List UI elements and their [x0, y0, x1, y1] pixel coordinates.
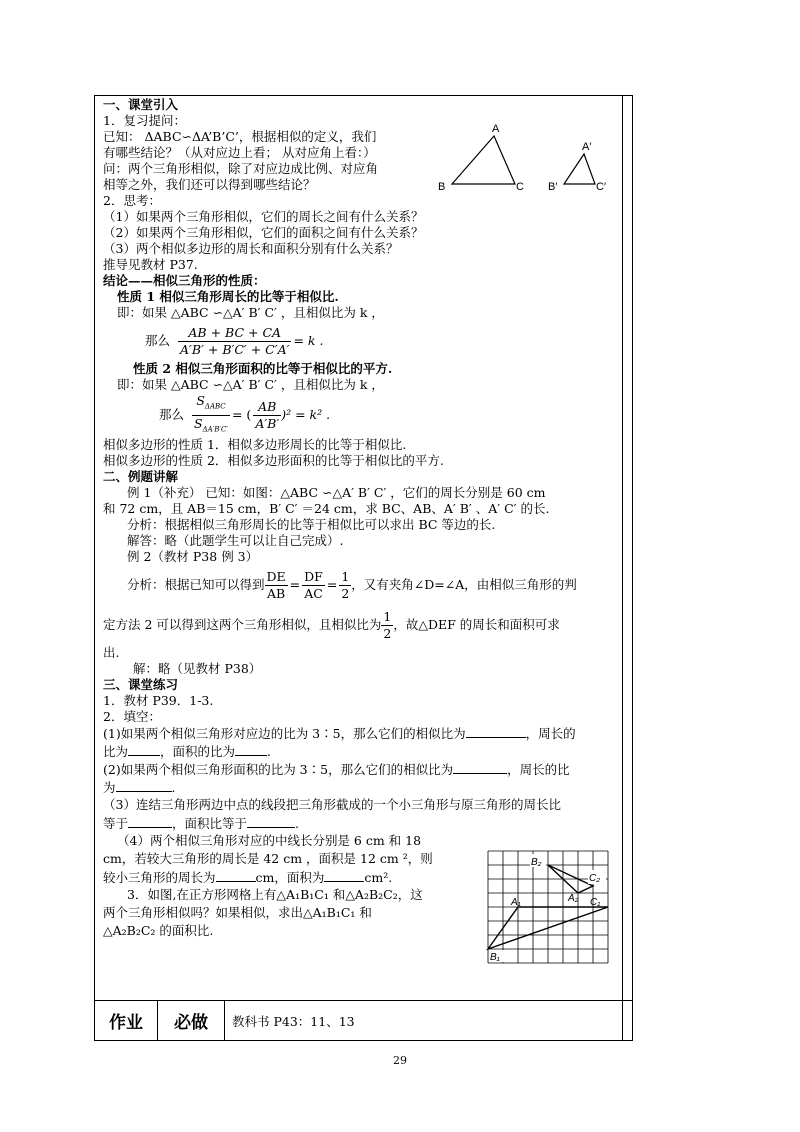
label-b-prime: B′ [548, 181, 558, 193]
fraction-df-ac: $\frac{DF}{AC}$ [304, 568, 323, 601]
fraction-one-half: $\frac{1}{2}$ [341, 568, 350, 601]
formula-2-inner-num: AB [253, 399, 281, 416]
formula-2-inner-den: A′B′ [255, 415, 280, 431]
triangle-a2b2c2 [564, 154, 595, 184]
think-question-3: （3）两个相似多边形的周长和面积分别有什么关系？ [103, 241, 399, 256]
label-c: C [516, 181, 524, 193]
lesson-content [103, 97, 618, 941]
example-2-analysis-line-3: 出. [103, 645, 120, 660]
label-b1: B₁ [490, 952, 500, 963]
blank-field [216, 869, 256, 882]
think-question-2: （2）如果两个三角形相似，它们的面积之间有什么关系？ [103, 225, 424, 240]
review-heading: 1．复习提问： [103, 113, 186, 128]
label-c2: C₂ [589, 873, 601, 884]
question-line: 有哪些结论？（从对应边上看； 从对应角上看：） [103, 145, 376, 160]
property-1-text: 即：如果 △ABC ∽△A′ B′ C′ ，且相似比为 k ， [117, 305, 384, 320]
polygon-property-2: 相似多边形的性质 2．相似多边形面积的比等于相似比的平方. [103, 453, 444, 468]
known-line: 已知： ΔABC∽ΔA’B’C’，根据相似的定义，我们 [103, 129, 377, 144]
page-number: 29 [393, 1054, 407, 1067]
question-3-line-1: 3．如图,在正方形网格上有△A₁B₁C₁ 和△A₂B₂C₂，这 [127, 887, 423, 902]
section-intro-title: 一、课堂引入 [103, 97, 179, 112]
question-3-line-2: 两个三角形相似吗？如果相似，求出△A₁B₁C₁ 和 [103, 905, 372, 920]
blank-field [128, 815, 172, 828]
ask-line-2: 相等之外，我们还可以得到哪些结论？ [103, 177, 316, 192]
example-2-analysis-line-1: 分析：根据已知可以得到 $\frac{DE}{AB}$ = $\frac{DF}{AC}$ = $\frac{1}{2}$ ，又有夹角∠D=∠A，由相似三角形的判 [127, 568, 577, 601]
example-2-solution: 解：略（见教材 P38） [133, 661, 262, 676]
label-b2: B₂ [531, 857, 542, 868]
label-a-prime: A′ [582, 141, 592, 153]
practice-1: 1．教材 P39．1-3. [103, 693, 214, 708]
triangle-abc [452, 136, 515, 184]
blank-field [128, 743, 160, 756]
required-label: 必做 [174, 1013, 208, 1033]
formula-1-denominator: A′B′ + B′C′ + C′A′ [180, 341, 290, 357]
property-2-title: 性质 2 相似三角形面积的比等于相似比的平方. [133, 361, 393, 376]
analysis-prefix: 分析：根据已知可以得到 [127, 577, 265, 592]
formula-2-num-sub: ΔABC [204, 402, 226, 411]
question-3-line-3: △A₂B₂C₂ 的面积比. [103, 923, 214, 938]
fill-4-line-3: 较小三角形的周长为 cm，面积为 cm². [103, 870, 393, 885]
homework-content: 教科书 P43：11、13 [232, 1013, 355, 1029]
formula-1-rhs: = k . [293, 333, 324, 348]
label-b: B [438, 181, 446, 193]
section-practice-title: 三、课堂练习 [103, 677, 179, 692]
formula-2-namely: 那么 [159, 407, 185, 422]
formula-1-namely: 那么 [145, 333, 171, 348]
label-c1: C₁ [590, 897, 601, 908]
derive-note: 推导见教材 P37. [103, 257, 198, 272]
fraction-similarity-ratio: $\frac{1}{2}$ [383, 608, 392, 641]
example-1-analysis: 分析：根据相似三角形周长的比等于相似比可以求出 BC 等边的长. [127, 517, 496, 532]
similar-triangles-figure [430, 118, 620, 198]
formula-2-rhs: )² = k² . [281, 407, 331, 422]
think-heading: 2．思考： [103, 193, 161, 208]
example-2-analysis-line-2: 定方法 2 可以得到这两个三角形相似，且相似比为 $\frac{1}{2}$ ，故△DEF 的周长和面积可求 [103, 608, 560, 641]
formula-2-fraction [192, 393, 230, 437]
formula-2-den-s: S [194, 415, 203, 431]
label-c-prime: C′ [596, 181, 607, 193]
label-a1: A₁ [511, 897, 521, 908]
property-2-text: 即：如果 △ABC ∽△A′ B′ C′ ，且相似比为 k ， [117, 377, 384, 392]
formula-2-den-sub: ΔA′B′C′ [202, 425, 228, 433]
fill-4-line-2: cm，若较大三角形的周长是 42 cm ，面积是 12 cm ²，则 [103, 851, 433, 866]
polygon-property-1: 相似多边形的性质 1．相似多边形周长的比等于相似比. [103, 437, 407, 452]
blank-field [247, 815, 295, 828]
fraction-de-ab: $\frac{DE}{AB}$ [266, 568, 286, 601]
label-a2: A₂ [568, 893, 579, 904]
fill-3-line-1: （3）连结三角形两边中点的线段把三角形截成的一个小三角形与原三角形的周长比 [103, 797, 561, 812]
formula-2-inner-fraction [253, 399, 281, 432]
homework-label: 作业 [109, 1013, 143, 1033]
example-1-solution: 解答：略（此题学生可以让自己完成）. [127, 533, 344, 548]
fill-1-line-1: (1)如果两个相似三角形对应边的比为 3∶5，那么它们的相似比为 ，周长的 [103, 726, 576, 741]
property-1-title: 性质 1 相似三角形周长的比等于相似比. [117, 289, 339, 304]
label-a: A [492, 123, 500, 135]
blank-field [453, 761, 507, 774]
right-column-divider [622, 95, 623, 1041]
example-1-line-1: 例 1（补充） 已知：如图：△ABC ∽△A′ B′ C′ ，它们的周长分别是 60 cm [127, 485, 546, 500]
conclusion-heading: 结论——相似三角形的性质： [103, 273, 266, 288]
fill-1-line-2: 比为 ，面积的比为 . [103, 744, 272, 759]
fill-3-line-2: 等于 ，面积比等于 . [103, 816, 300, 831]
section-examples-title: 二、例题讲解 [103, 469, 179, 484]
property-1-formula [103, 321, 618, 361]
formula-1-fraction [178, 325, 291, 358]
blank-field [235, 743, 267, 756]
fill-2-line-1: (2)如果两个相似三角形面积的比为 3∶5，那么它们的相似比为 ，周长的比 [103, 762, 570, 777]
grid-triangles-figure [484, 848, 614, 968]
fill-4-line-1: （4）两个相似三角形对应的中线长分别是 6 cm 和 18 [117, 833, 422, 848]
blank-field [116, 779, 172, 792]
think-question-1: （1）如果两个三角形相似，它们的周长之间有什么关系？ [103, 209, 424, 224]
footer-divider-2 [224, 1000, 225, 1041]
formula-1-numerator: AB + BC + CA [178, 325, 291, 342]
fill-2-line-2: 为 . [103, 780, 176, 795]
example-2-heading: 例 2（教材 P38 例 3） [127, 549, 259, 564]
blank-field [324, 869, 364, 882]
example-1-line-2: 和 72 cm，且 AB＝15 cm，B′ C′ ＝24 cm，求 BC、AB、A′ B′ 、A′ C′ 的长. [103, 501, 550, 516]
property-2-formula [103, 393, 618, 437]
ask-line-1: 问：两个三角形相似，除了对应边成比例、对应角 [103, 161, 379, 176]
formula-2-num-s: S [196, 393, 205, 408]
analysis-suffix: ，又有夹角∠D=∠A，由相似三角形的判 [351, 577, 577, 592]
blank-field [466, 725, 526, 738]
formula-2-mid: = ( [231, 407, 252, 422]
fill-heading: 2．填空： [103, 709, 161, 724]
